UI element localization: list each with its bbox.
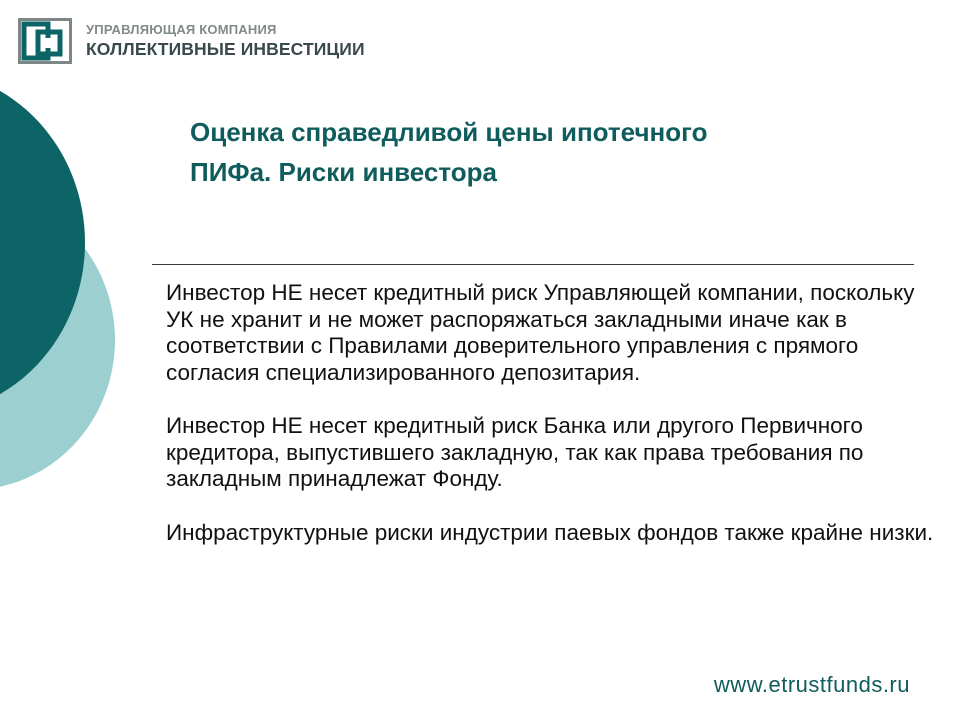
paragraph-bank-credit-risk: Инвестор НЕ несет кредитный риск Банка или другого Первичного кредитора, выпустившего закладную, так как права требования по закладным принадлежат Фонду. [166, 413, 864, 491]
title-divider [152, 264, 914, 265]
footer-website-url: www.etrustfunds.ru [713, 672, 910, 697]
slide-title-line-2: ПИФа. Риски инвестора [190, 157, 497, 187]
paragraph-infrastructure-risk: Инфраструктурные риски индустрии паевых фондов также крайне низки. [166, 519, 934, 545]
slide-title [190, 112, 890, 192]
logo-company-type: УПРАВЛЯЮЩАЯ КОМПАНИЯ [86, 22, 277, 38]
logo-company-name: КОЛЛЕКТИВНЫЕ ИНВЕСТИЦИИ [86, 39, 365, 60]
company-logo [18, 18, 365, 64]
slide-title-line-1: Оценка справедливой цены ипотечного [190, 117, 708, 147]
slide-body [166, 280, 936, 546]
logo-mark-icon [18, 18, 72, 64]
paragraph-uk-credit-risk: Инвестор НЕ несет кредитный риск Управляющей компании, поскольку УК не хранит и не может распоряжаться закладными иначе как в соответствии с Правилами доверительного управления с прямого согласия специализированного депозитария. [166, 280, 915, 385]
